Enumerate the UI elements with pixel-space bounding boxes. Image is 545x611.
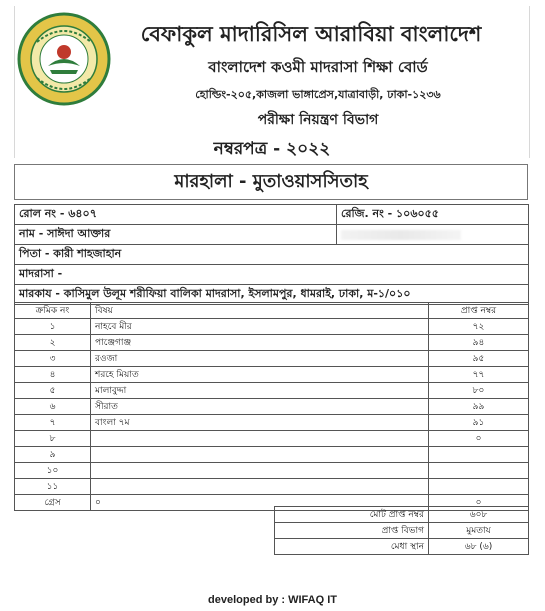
marks-cell: ৯১ [429, 415, 529, 431]
serial-cell: ৪ [15, 367, 91, 383]
serial-cell: ১০ [15, 463, 91, 479]
subject-header: বিষয় [91, 303, 429, 319]
board-subtitle: বাংলাদেশ কওমী মাদরাসা শিক্ষা বোর্ড [208, 58, 428, 76]
table-row [15, 447, 529, 463]
serial-cell: ৩ [15, 351, 91, 367]
marhala-title: মারহালা - মুতাওয়াসসিতাহ [15, 165, 528, 200]
student-info-table [14, 204, 529, 305]
total-row [275, 507, 529, 523]
serial-cell: ২ [15, 335, 91, 351]
total-value: ৬০৮ [429, 507, 529, 523]
madrasa-name: মাদরাসা - [15, 265, 529, 285]
marhala-title-table [14, 164, 528, 200]
table-row [15, 319, 529, 335]
table-row [15, 335, 529, 351]
marksheet [14, 6, 528, 552]
subject-cell: নাহবে মীর [91, 319, 429, 335]
serial-cell: ৮ [15, 431, 91, 447]
marks-cell: ৮০ [429, 383, 529, 399]
roll-number: রোল নং - ৬৪০৭ [15, 205, 337, 225]
subject-cell [91, 447, 429, 463]
markaz-name: মারকায - কাসিমুল উলূম শরীফিয়া বালিকা মাদরাসা, ইসলামপুর, ধামরাই, ঢাকা, ম-১/০১০ [15, 285, 529, 305]
table-row [15, 399, 529, 415]
table-row [15, 431, 529, 447]
grace-total: ০ [429, 495, 529, 511]
marks-table-header [15, 303, 529, 319]
grace-label: গ্রেস [15, 495, 91, 511]
division-label: প্রাপ্ত বিভাগ [275, 523, 429, 539]
serial-cell: ১ [15, 319, 91, 335]
table-row [15, 415, 529, 431]
subject-cell [91, 431, 429, 447]
merit-value: ৬৮ (৬) [429, 539, 529, 555]
serial-cell: ৯ [15, 447, 91, 463]
table-row [15, 383, 529, 399]
total-label: মোট প্রাপ্ত নম্বর [275, 507, 429, 523]
board-name: বেফাকুল মাদারিসিল আরাবিয়া বাংলাদেশ [140, 22, 482, 46]
subject-cell: পাঞ্জেগাঞ্জ [91, 335, 429, 351]
merit-row [275, 539, 529, 555]
redacted-field [337, 225, 529, 245]
marks-cell: ৭৭ [429, 367, 529, 383]
registration-number: রেজি. নং - ১০৬০৫৫ [337, 205, 529, 225]
board-address: হোল্ডিং-২০৫,কাজলা ভাঙ্গাপ্রেস,যাত্রাবাড়ী, ঢাকা-১২৩৬ [195, 88, 441, 101]
marksheet-header [14, 6, 530, 158]
serial-cell: ৭ [15, 415, 91, 431]
redaction-blur [341, 230, 461, 240]
marks-cell: ৯৯ [429, 399, 529, 415]
subject-cell: সীরাত [91, 399, 429, 415]
serial-cell: ৬ [15, 399, 91, 415]
table-row [15, 367, 529, 383]
father-name: পিতা - কারী শাহজাহান [15, 245, 529, 265]
merit-label: মেধা স্থান [275, 539, 429, 555]
division-row [275, 523, 529, 539]
marks-cell: ৭২ [429, 319, 529, 335]
division-value: মুমতায [429, 523, 529, 539]
grace-value: ০ [91, 495, 429, 511]
marks-header: প্রাপ্ত নম্বর [429, 303, 529, 319]
department-name: পরীক্ষা নিয়ন্ত্রণ বিভাগ [257, 112, 379, 128]
subject-cell: রওজা [91, 351, 429, 367]
document-title: নম্বরপত্র - ২০২২ [213, 139, 331, 159]
subject-cell: শরহে মিয়াত [91, 367, 429, 383]
marks-cell [429, 463, 529, 479]
subject-cell [91, 463, 429, 479]
student-name: নাম - সাঈদা আক্তার [15, 225, 337, 245]
serial-cell: ১১ [15, 479, 91, 495]
marks-cell: ৯৫ [429, 351, 529, 367]
subject-cell: বাংলা ৭ম [91, 415, 429, 431]
marks-table [14, 302, 529, 511]
serial-header: ক্রমিক নং [15, 303, 91, 319]
developer-credit: developed by : WIFAQ IT [208, 594, 337, 606]
summary-table [274, 506, 529, 555]
subject-cell: মালাবুদ্দা [91, 383, 429, 399]
marks-cell [429, 447, 529, 463]
marks-cell [429, 479, 529, 495]
table-row [15, 479, 529, 495]
table-row [15, 351, 529, 367]
serial-cell: ৫ [15, 383, 91, 399]
marks-cell: ৯৪ [429, 335, 529, 351]
subject-cell [91, 479, 429, 495]
table-row [15, 463, 529, 479]
marks-cell: ০ [429, 431, 529, 447]
